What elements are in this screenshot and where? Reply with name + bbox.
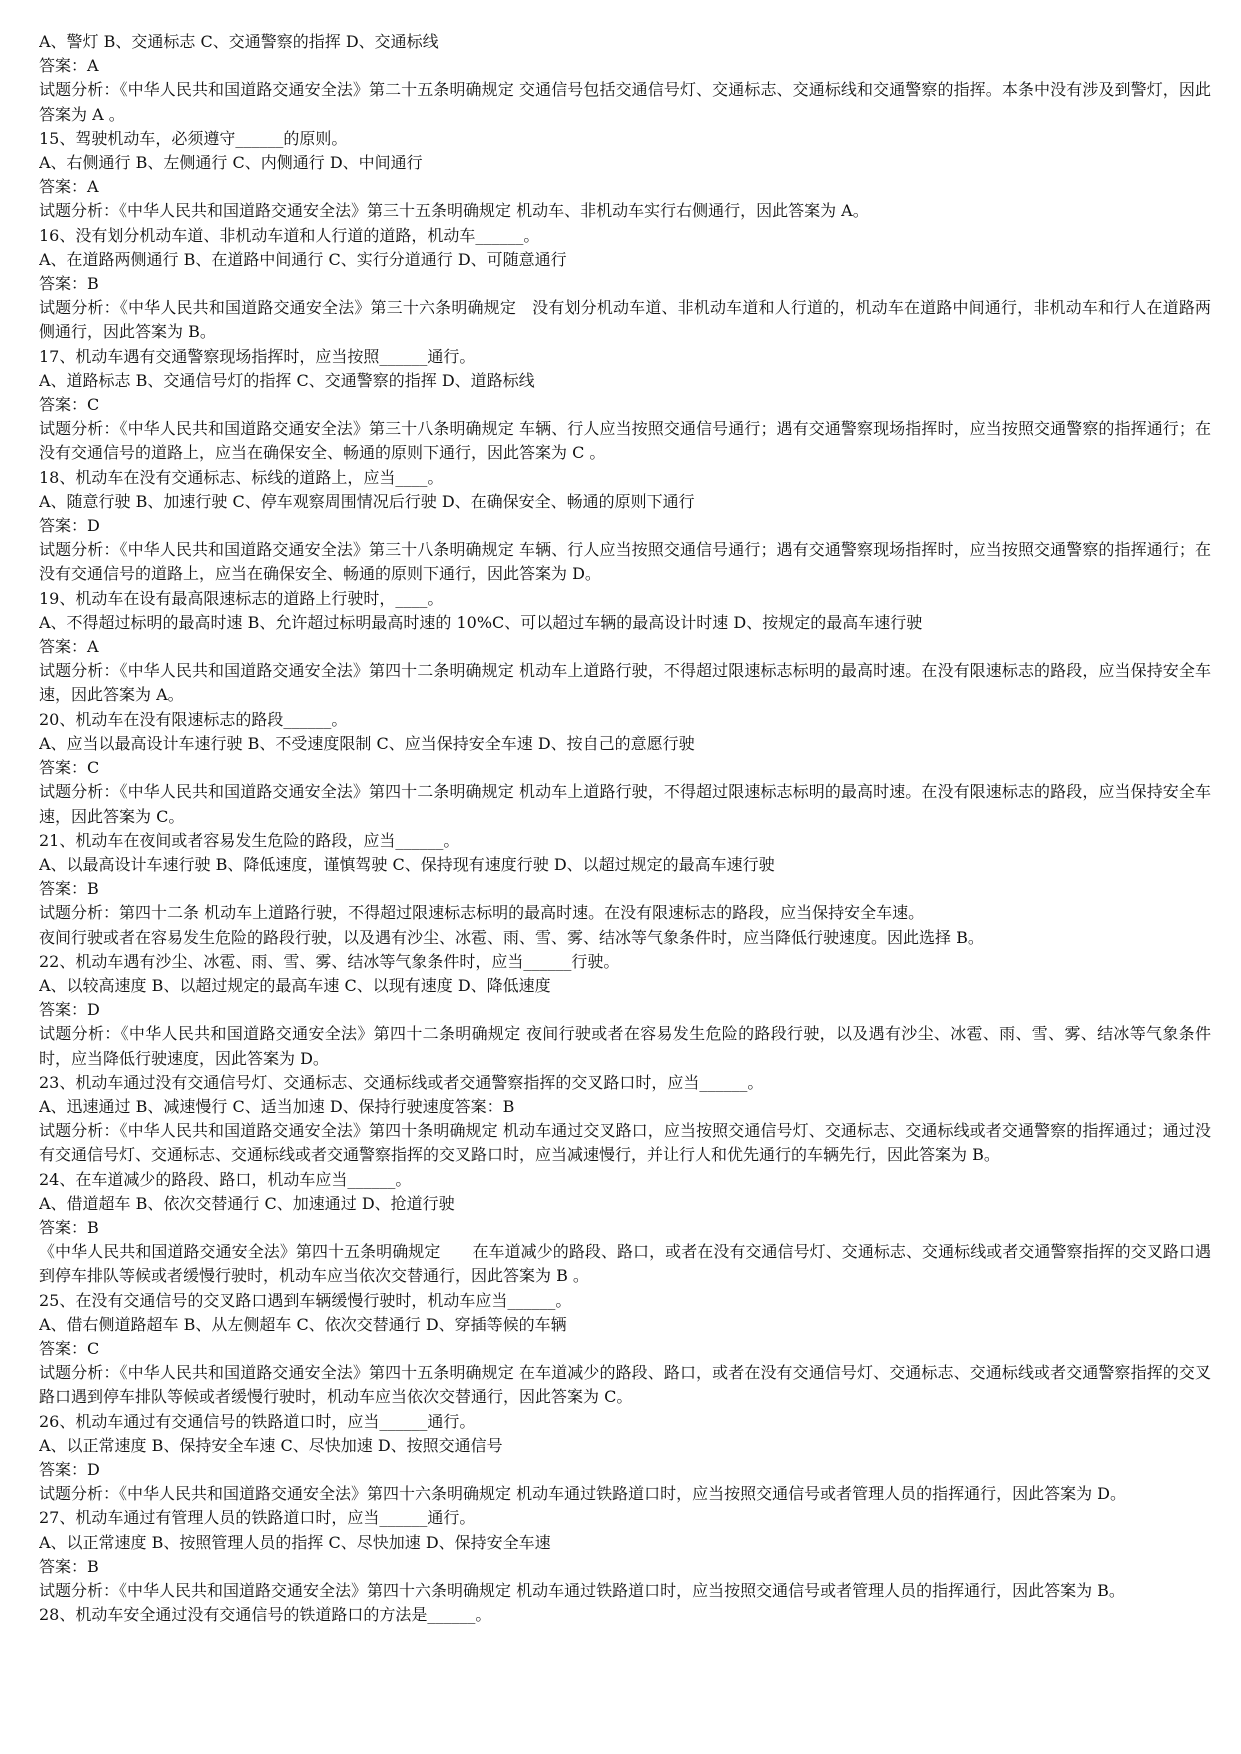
text-line: 19、机动车在设有最高限速标志的道路上行驶时，____。	[39, 588, 444, 608]
text-line: 试题分析：《中华人民共和国道路交通安全法》第三十八条明确规定 车辆、行人应当按照交通信号通行；遇有交通警察现场指挥时，应当按照交通警察的指挥通行；在没有交通信号的道路上，应当在确保安全、畅通的原则下通行，因此答案为 C 。	[39, 419, 1211, 463]
text-line: A、警灯 B、交通标志 C、交通警察的指挥 D、交通标线	[39, 32, 439, 51]
text-line: 答案：D	[39, 1000, 100, 1020]
text-line: 试题分析：《中华人民共和国道路交通安全法》第四十二条明确规定 机动车上道路行驶，不得超过限速标志标明的最高时速。在没有限速标志的路段，应当保持安全车速，因此答案为 A。	[39, 661, 1211, 705]
text-line: 答案：C	[39, 1338, 100, 1358]
text-line: 《中华人民共和国道路交通安全法》第四十五条明确规定 在车道减少的路段、路口，或者在没有交通信号灯、交通标志、交通标线或者交通警察指挥的交叉路口遇到停车排队等候或者缓慢行驶时，机动车应当依次交替通行，因此答案为 B 。	[39, 1242, 1211, 1286]
text-line: A、以正常速度 B、按照管理人员的指挥 C、尽快加速 D、保持安全车速	[39, 1532, 551, 1552]
text-line: 试题分析：《中华人民共和国道路交通安全法》第四十五条明确规定 在车道减少的路段、路口，或者在没有交通信号灯、交通标志、交通标线或者交通警察指挥的交叉路口遇到停车排队等候或者缓慢行驶时，机动车应当依次交替通行，因此答案为 C。	[39, 1363, 1211, 1407]
text-line: 答案：A	[39, 56, 99, 76]
text-line: 夜间行驶或者在容易发生危险的路段行驶，以及遇有沙尘、冰雹、雨、雪、雾、结冰等气象条件时，应当降低行驶速度。因此选择 B。	[39, 927, 984, 947]
text-line: A、以正常速度 B、保持安全车速 C、尽快加速 D、按照交通信号	[39, 1435, 503, 1455]
text-line: 答案：B	[39, 1217, 99, 1237]
text-line: A、右侧通行 B、左侧通行 C、内侧通行 D、中间通行	[39, 153, 423, 173]
text-line: 答案：A	[39, 637, 99, 657]
text-line: 试题分析：《中华人民共和国道路交通安全法》第四十六条明确规定 机动车通过铁路道口时，应当按照交通信号或者管理人员的指挥通行，因此答案为 D。	[39, 1484, 1127, 1504]
text-line: 答案：B	[39, 274, 99, 294]
text-line: 22、机动车遇有沙尘、冰雹、雨、雪、雾、结冰等气象条件时，应当______行驶。	[39, 951, 620, 971]
text-line: 试题分析：《中华人民共和国道路交通安全法》第三十六条明确规定 没有划分机动车道、非机动车道和人行道的，机动车在道路中间通行，非机动车和行人在道路两侧通行，因此答案为 B。	[39, 298, 1211, 342]
text-line: 18、机动车在没有交通标志、标线的道路上，应当____。	[39, 467, 444, 487]
text-line: 试题分析：《中华人民共和国道路交通安全法》第三十五条明确规定 机动车、非机动车实行右侧通行，因此答案为 A。	[39, 201, 869, 221]
text-line: 17、机动车遇有交通警察现场指挥时，应当按照______通行。	[39, 346, 476, 366]
text-line: A、借右侧道路超车 B、从左侧超车 C、依次交替通行 D、穿插等候的车辆	[39, 1314, 567, 1334]
text-line: 25、在没有交通信号的交叉路口遇到车辆缓慢行驶时，机动车应当______。	[39, 1290, 572, 1310]
text-line: 试题分析：《中华人民共和国道路交通安全法》第三十八条明确规定 车辆、行人应当按照交通信号通行；遇有交通警察现场指挥时，应当按照交通警察的指挥通行；在没有交通信号的道路上，应当在确保安全、畅通的原则下通行，因此答案为 D。	[39, 540, 1211, 584]
text-line: 答案：B	[39, 1556, 99, 1576]
text-line: 28、机动车安全通过没有交通信号的铁道路口的方法是______。	[39, 1605, 492, 1625]
text-line: 答案：C	[39, 758, 100, 778]
text-line: 答案：A	[39, 177, 99, 197]
text-line: A、随意行驶 B、加速行驶 C、停车观察周围情况后行驶 D、在确保安全、畅通的原则下通行	[39, 491, 695, 511]
text-line: 答案：B	[39, 879, 99, 899]
text-line: 试题分析：《中华人民共和国道路交通安全法》第四十六条明确规定 机动车通过铁路道口时，应当按照交通信号或者管理人员的指挥通行，因此答案为 B。	[39, 1581, 1125, 1600]
text-line: 答案：C	[39, 395, 100, 415]
text-line: 16、没有划分机动车道、非机动车道和人行道的道路，机动车______。	[39, 225, 540, 245]
text-line: 试题分析：《中华人民共和国道路交通安全法》第四十二条明确规定 夜间行驶或者在容易发生危险的路段行驶，以及遇有沙尘、冰雹、雨、雪、雾、结冰等气象条件时，应当降低行驶速度，因此答案为 D。	[39, 1024, 1211, 1068]
text-line: 24、在车道减少的路段、路口，机动车应当______。	[39, 1169, 412, 1189]
document-body	[39, 30, 1211, 1627]
text-line: A、以最高设计车速行驶 B、降低速度，谨慎驾驶 C、保持现有速度行驶 D、以超过规定的最高车速行驶	[39, 854, 775, 874]
text-line: A、应当以最高设计车速行驶 B、不受速度限制 C、应当保持安全车速 D、按自己的意愿行驶	[39, 733, 695, 753]
text-line: 15、驾驶机动车，必须遵守______的原则。	[39, 128, 348, 148]
text-line: A、迅速通过 B、减速慢行 C、适当加速 D、保持行驶速度答案：B	[39, 1096, 515, 1116]
text-line: A、以较高速度 B、以超过规定的最高车速 C、以现有速度 D、降低速度	[39, 975, 551, 995]
text-line: 试题分析：第四十二条 机动车上道路行驶，不得超过限速标志标明的最高时速。在没有限速标志的路段，应当保持安全车速。	[39, 903, 925, 923]
text-line: 27、机动车通过有管理人员的铁路道口时，应当______通行。	[39, 1508, 476, 1528]
text-line: 20、机动车在没有限速标志的路段______。	[39, 709, 348, 729]
text-line: 试题分析：《中华人民共和国道路交通安全法》第四十条明确规定 机动车通过交叉路口，应当按照交通信号灯、交通标志、交通标线或者交通警察的指挥通过；通过没有交通信号灯、交通标志、交通标线或者交通警察指挥的交叉路口时，应当减速慢行，并让行人和优先通行的车辆先行，因此答案为 B。	[39, 1121, 1211, 1165]
text-line: 答案：D	[39, 1459, 100, 1479]
text-line: 试题分析：《中华人民共和国道路交通安全法》第四十二条明确规定 机动车上道路行驶，不得超过限速标志标明的最高时速。在没有限速标志的路段，应当保持安全车速，因此答案为 C。	[39, 782, 1211, 826]
text-line: A、不得超过标明的最高时速 B、允许超过标明最高时速的 10%C、可以超过车辆的最高设计时速 D、按规定的最高车速行驶	[39, 612, 923, 632]
text-line: 26、机动车通过有交通信号的铁路道口时，应当______通行。	[39, 1411, 476, 1431]
text-line: 试题分析：《中华人民共和国道路交通安全法》第二十五条明确规定 交通信号包括交通信号灯、交通标志、交通标线和交通警察的指挥。本条中没有涉及到警灯，因此答案为 A 。	[39, 80, 1211, 124]
text-line: 答案：D	[39, 516, 100, 536]
text-line: 21、机动车在夜间或者容易发生危险的路段，应当______。	[39, 830, 460, 850]
text-line: A、借道超车 B、依次交替通行 C、加速通过 D、抢道行驶	[39, 1193, 455, 1213]
text-line: A、在道路两侧通行 B、在道路中间通行 C、实行分道通行 D、可随意通行	[39, 249, 567, 269]
text-line: 23、机动车通过没有交通信号灯、交通标志、交通标线或者交通警察指挥的交叉路口时，应当______。	[39, 1072, 764, 1092]
text-line: A、道路标志 B、交通信号灯的指挥 C、交通警察的指挥 D、道路标线	[39, 370, 535, 390]
